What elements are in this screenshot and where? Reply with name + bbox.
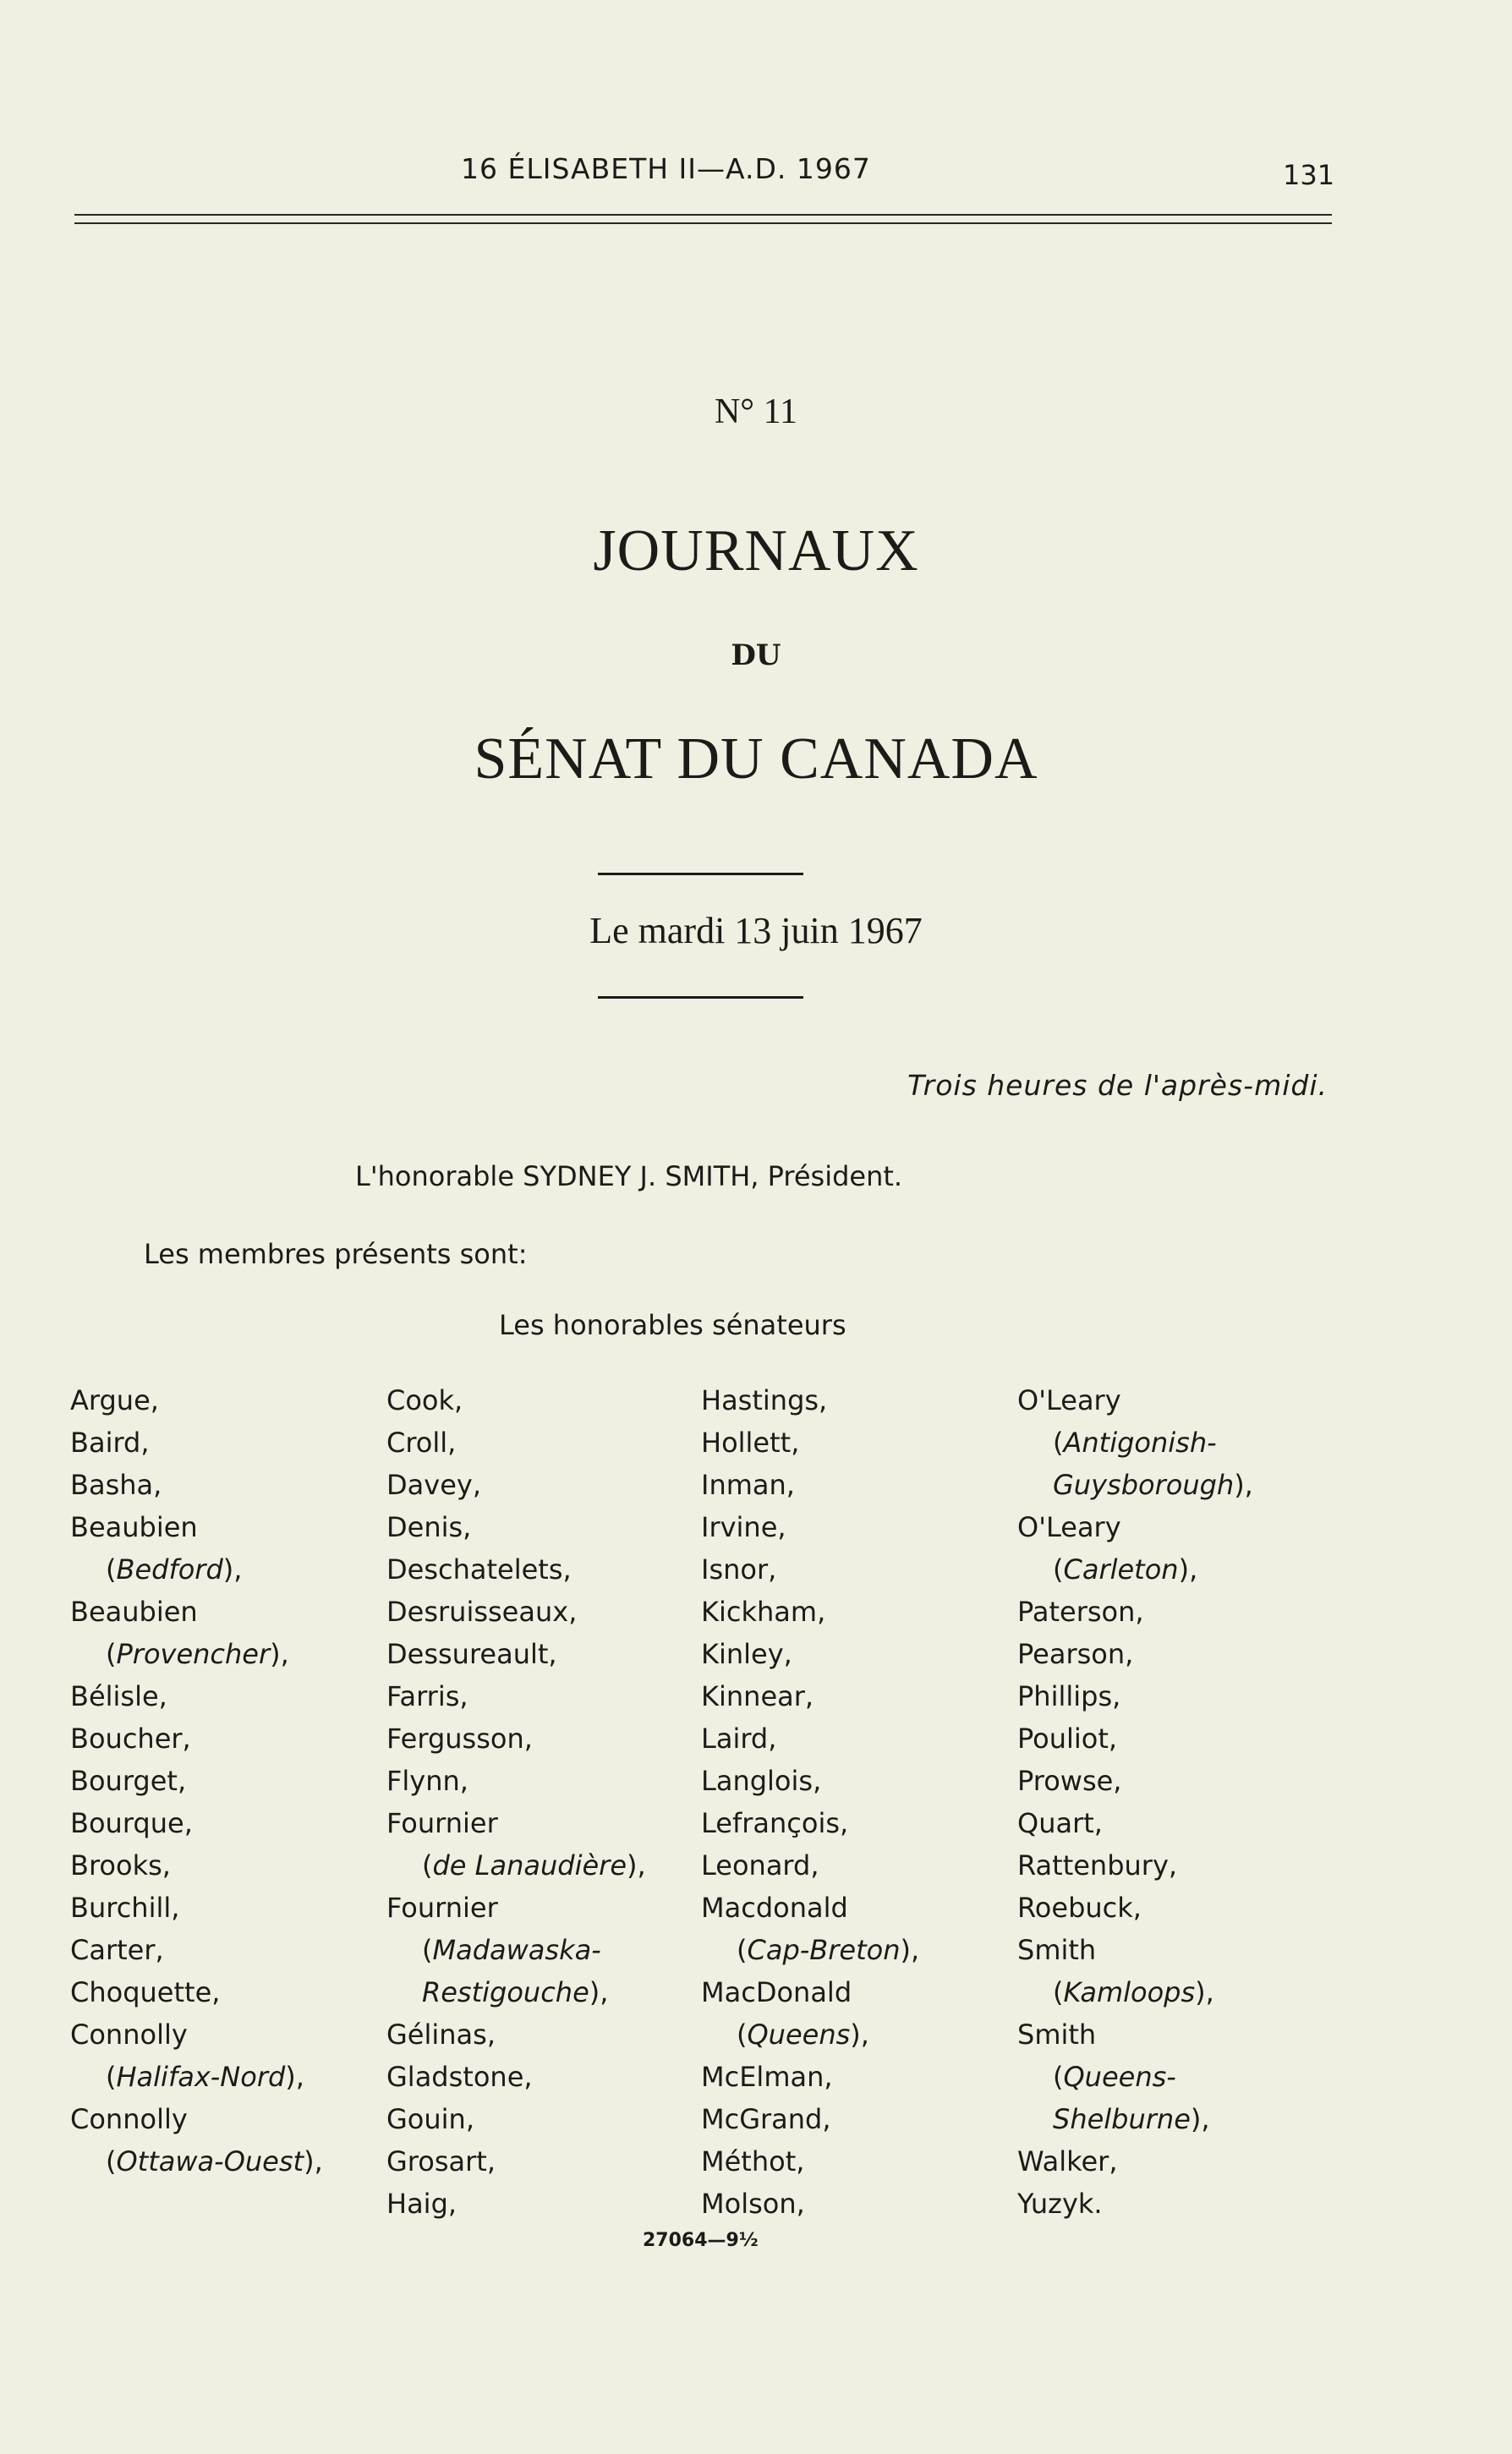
senator-entry: Phillips, bbox=[1017, 1680, 1121, 1712]
sitting-date: Le mardi 13 juin 1967 bbox=[589, 910, 923, 951]
senator-entry: Fergusson, bbox=[386, 1723, 533, 1755]
title-du: DU bbox=[731, 638, 781, 672]
senator-entry: Flynn, bbox=[386, 1765, 468, 1797]
members-present-label: Les membres présents sont: bbox=[144, 1238, 528, 1270]
senator-entry: Guysborough), bbox=[1053, 1469, 1253, 1501]
senator-entry: MacDonald bbox=[701, 1976, 852, 2008]
senator-entry: Fournier bbox=[386, 1892, 498, 1924]
senator-entry: Roebuck, bbox=[1017, 1892, 1142, 1924]
senator-entry: (Antigonish- bbox=[1053, 1427, 1217, 1459]
senator-entry: McElman, bbox=[701, 2061, 833, 2093]
title-senat: SÉNAT DU CANADA bbox=[474, 726, 1038, 792]
senator-entry: Gladstone, bbox=[386, 2061, 533, 2093]
senator-entry: Deschatelets, bbox=[386, 1553, 572, 1586]
senator-entry: (Madawaska- bbox=[422, 1934, 601, 1966]
senator-entry: Hastings, bbox=[701, 1384, 828, 1416]
senator-entry: Connolly bbox=[70, 2103, 188, 2135]
senator-entry: Inman, bbox=[701, 1469, 795, 1501]
senator-entry: Kickham, bbox=[701, 1596, 826, 1628]
separator-rule-upper bbox=[598, 873, 803, 875]
presiding-officer: L'honorable SYDNEY J. SMITH, Président. bbox=[355, 1160, 903, 1192]
senator-entry: Cook, bbox=[386, 1384, 463, 1416]
senator-entry: Méthot, bbox=[701, 2145, 805, 2177]
page-number: 131 bbox=[1283, 159, 1335, 191]
senator-entry: Grosart, bbox=[386, 2145, 496, 2177]
senator-entry: Haig, bbox=[386, 2188, 457, 2220]
senator-entry: Choquette, bbox=[70, 1976, 221, 2008]
senator-entry: Bourget, bbox=[70, 1765, 187, 1797]
senator-entry: Argue, bbox=[70, 1384, 159, 1416]
senator-entry: Gélinas, bbox=[386, 2019, 496, 2051]
running-head: 16 ÉLISABETH II—A.D. 1967 bbox=[461, 152, 871, 185]
senator-entry: Lefrançois, bbox=[701, 1807, 849, 1839]
senator-entry: (Kamloops), bbox=[1053, 1976, 1214, 2008]
senator-entry: Pearson, bbox=[1017, 1638, 1134, 1670]
senator-entry: Denis, bbox=[386, 1511, 472, 1543]
senator-entry: Connolly bbox=[70, 2019, 188, 2051]
senators-column-2 bbox=[386, 1379, 646, 2225]
senator-entry: Pouliot, bbox=[1017, 1723, 1118, 1755]
senator-entry: Carter, bbox=[70, 1934, 164, 1966]
journal-number: N° 11 bbox=[714, 392, 798, 431]
senator-entry: (Queens), bbox=[737, 2019, 869, 2051]
senator-entry: Basha, bbox=[70, 1469, 162, 1501]
senator-entry: Leonard, bbox=[701, 1849, 819, 1882]
senator-entry: Dessureault, bbox=[386, 1638, 557, 1670]
header-rule-bottom bbox=[74, 222, 1332, 224]
senator-entry: O'Leary bbox=[1017, 1511, 1121, 1543]
senator-entry: Hollett, bbox=[701, 1427, 800, 1459]
senator-entry: Fournier bbox=[386, 1807, 498, 1839]
senator-entry: Irvine, bbox=[701, 1511, 786, 1543]
header-rule-top bbox=[74, 214, 1332, 216]
senator-entry: Bélisle, bbox=[70, 1680, 167, 1712]
senator-entry: Restigouche), bbox=[422, 1976, 609, 2008]
senator-entry: (de Lanaudière), bbox=[422, 1849, 646, 1882]
senator-entry: (Cap-Breton), bbox=[737, 1934, 920, 1966]
senator-entry: Rattenbury, bbox=[1017, 1849, 1178, 1882]
title-journaux: JOURNAUX bbox=[593, 518, 919, 583]
senators-column-3 bbox=[701, 1379, 919, 2225]
senator-entry: Desruisseaux, bbox=[386, 1596, 578, 1628]
senator-entry: Isnor, bbox=[701, 1553, 777, 1586]
senator-entry: Laird, bbox=[701, 1723, 777, 1755]
separator-rule-lower bbox=[598, 996, 803, 999]
senator-entry: Farris, bbox=[386, 1680, 468, 1712]
senator-entry: Yuzyk. bbox=[1017, 2188, 1103, 2220]
senator-entry: Langlois, bbox=[701, 1765, 822, 1797]
senator-entry: Molson, bbox=[701, 2188, 805, 2220]
senator-entry: Croll, bbox=[386, 1427, 457, 1459]
senator-entry: Burchill, bbox=[70, 1892, 180, 1924]
senator-entry: (Carleton), bbox=[1053, 1553, 1198, 1586]
senator-entry: Prowse, bbox=[1017, 1765, 1122, 1797]
senator-entry: Smith bbox=[1017, 1934, 1097, 1966]
senator-entry: O'Leary bbox=[1017, 1384, 1121, 1416]
senator-entry: Brooks, bbox=[70, 1849, 171, 1882]
senator-entry: Quart, bbox=[1017, 1807, 1103, 1839]
senator-entry: Baird, bbox=[70, 1427, 150, 1459]
senator-entry: Smith bbox=[1017, 2019, 1097, 2051]
sitting-hour: Trois heures de l'après-midi. bbox=[907, 1069, 1328, 1102]
senators-heading: Les honorables sénateurs bbox=[499, 1309, 846, 1341]
senator-entry: Paterson, bbox=[1017, 1596, 1144, 1628]
senator-entry: Davey, bbox=[386, 1469, 481, 1501]
senator-entry: (Ottawa-Ouest), bbox=[106, 2145, 323, 2177]
senator-entry: Kinley, bbox=[701, 1638, 792, 1670]
senator-entry: Boucher, bbox=[70, 1723, 191, 1755]
senator-entry: Macdonald bbox=[701, 1892, 848, 1924]
senator-entry: Beaubien bbox=[70, 1596, 198, 1628]
senator-entry: (Provencher), bbox=[106, 1638, 289, 1670]
senator-entry: Beaubien bbox=[70, 1511, 198, 1543]
printer-mark: 27064—9½ bbox=[643, 2230, 759, 2251]
senator-entry: (Bedford), bbox=[106, 1553, 243, 1586]
senator-entry: Gouin, bbox=[386, 2103, 474, 2135]
senators-column-4 bbox=[1017, 1379, 1253, 2225]
senator-entry: (Queens- bbox=[1053, 2061, 1176, 2093]
senators-column-1 bbox=[70, 1379, 323, 2183]
senator-entry: (Halifax-Nord), bbox=[106, 2061, 304, 2093]
senator-entry: Walker, bbox=[1017, 2145, 1118, 2177]
senator-entry: Kinnear, bbox=[701, 1680, 814, 1712]
senator-entry: McGrand, bbox=[701, 2103, 831, 2135]
senator-entry: Shelburne), bbox=[1053, 2103, 1210, 2135]
senator-entry: Bourque, bbox=[70, 1807, 193, 1839]
